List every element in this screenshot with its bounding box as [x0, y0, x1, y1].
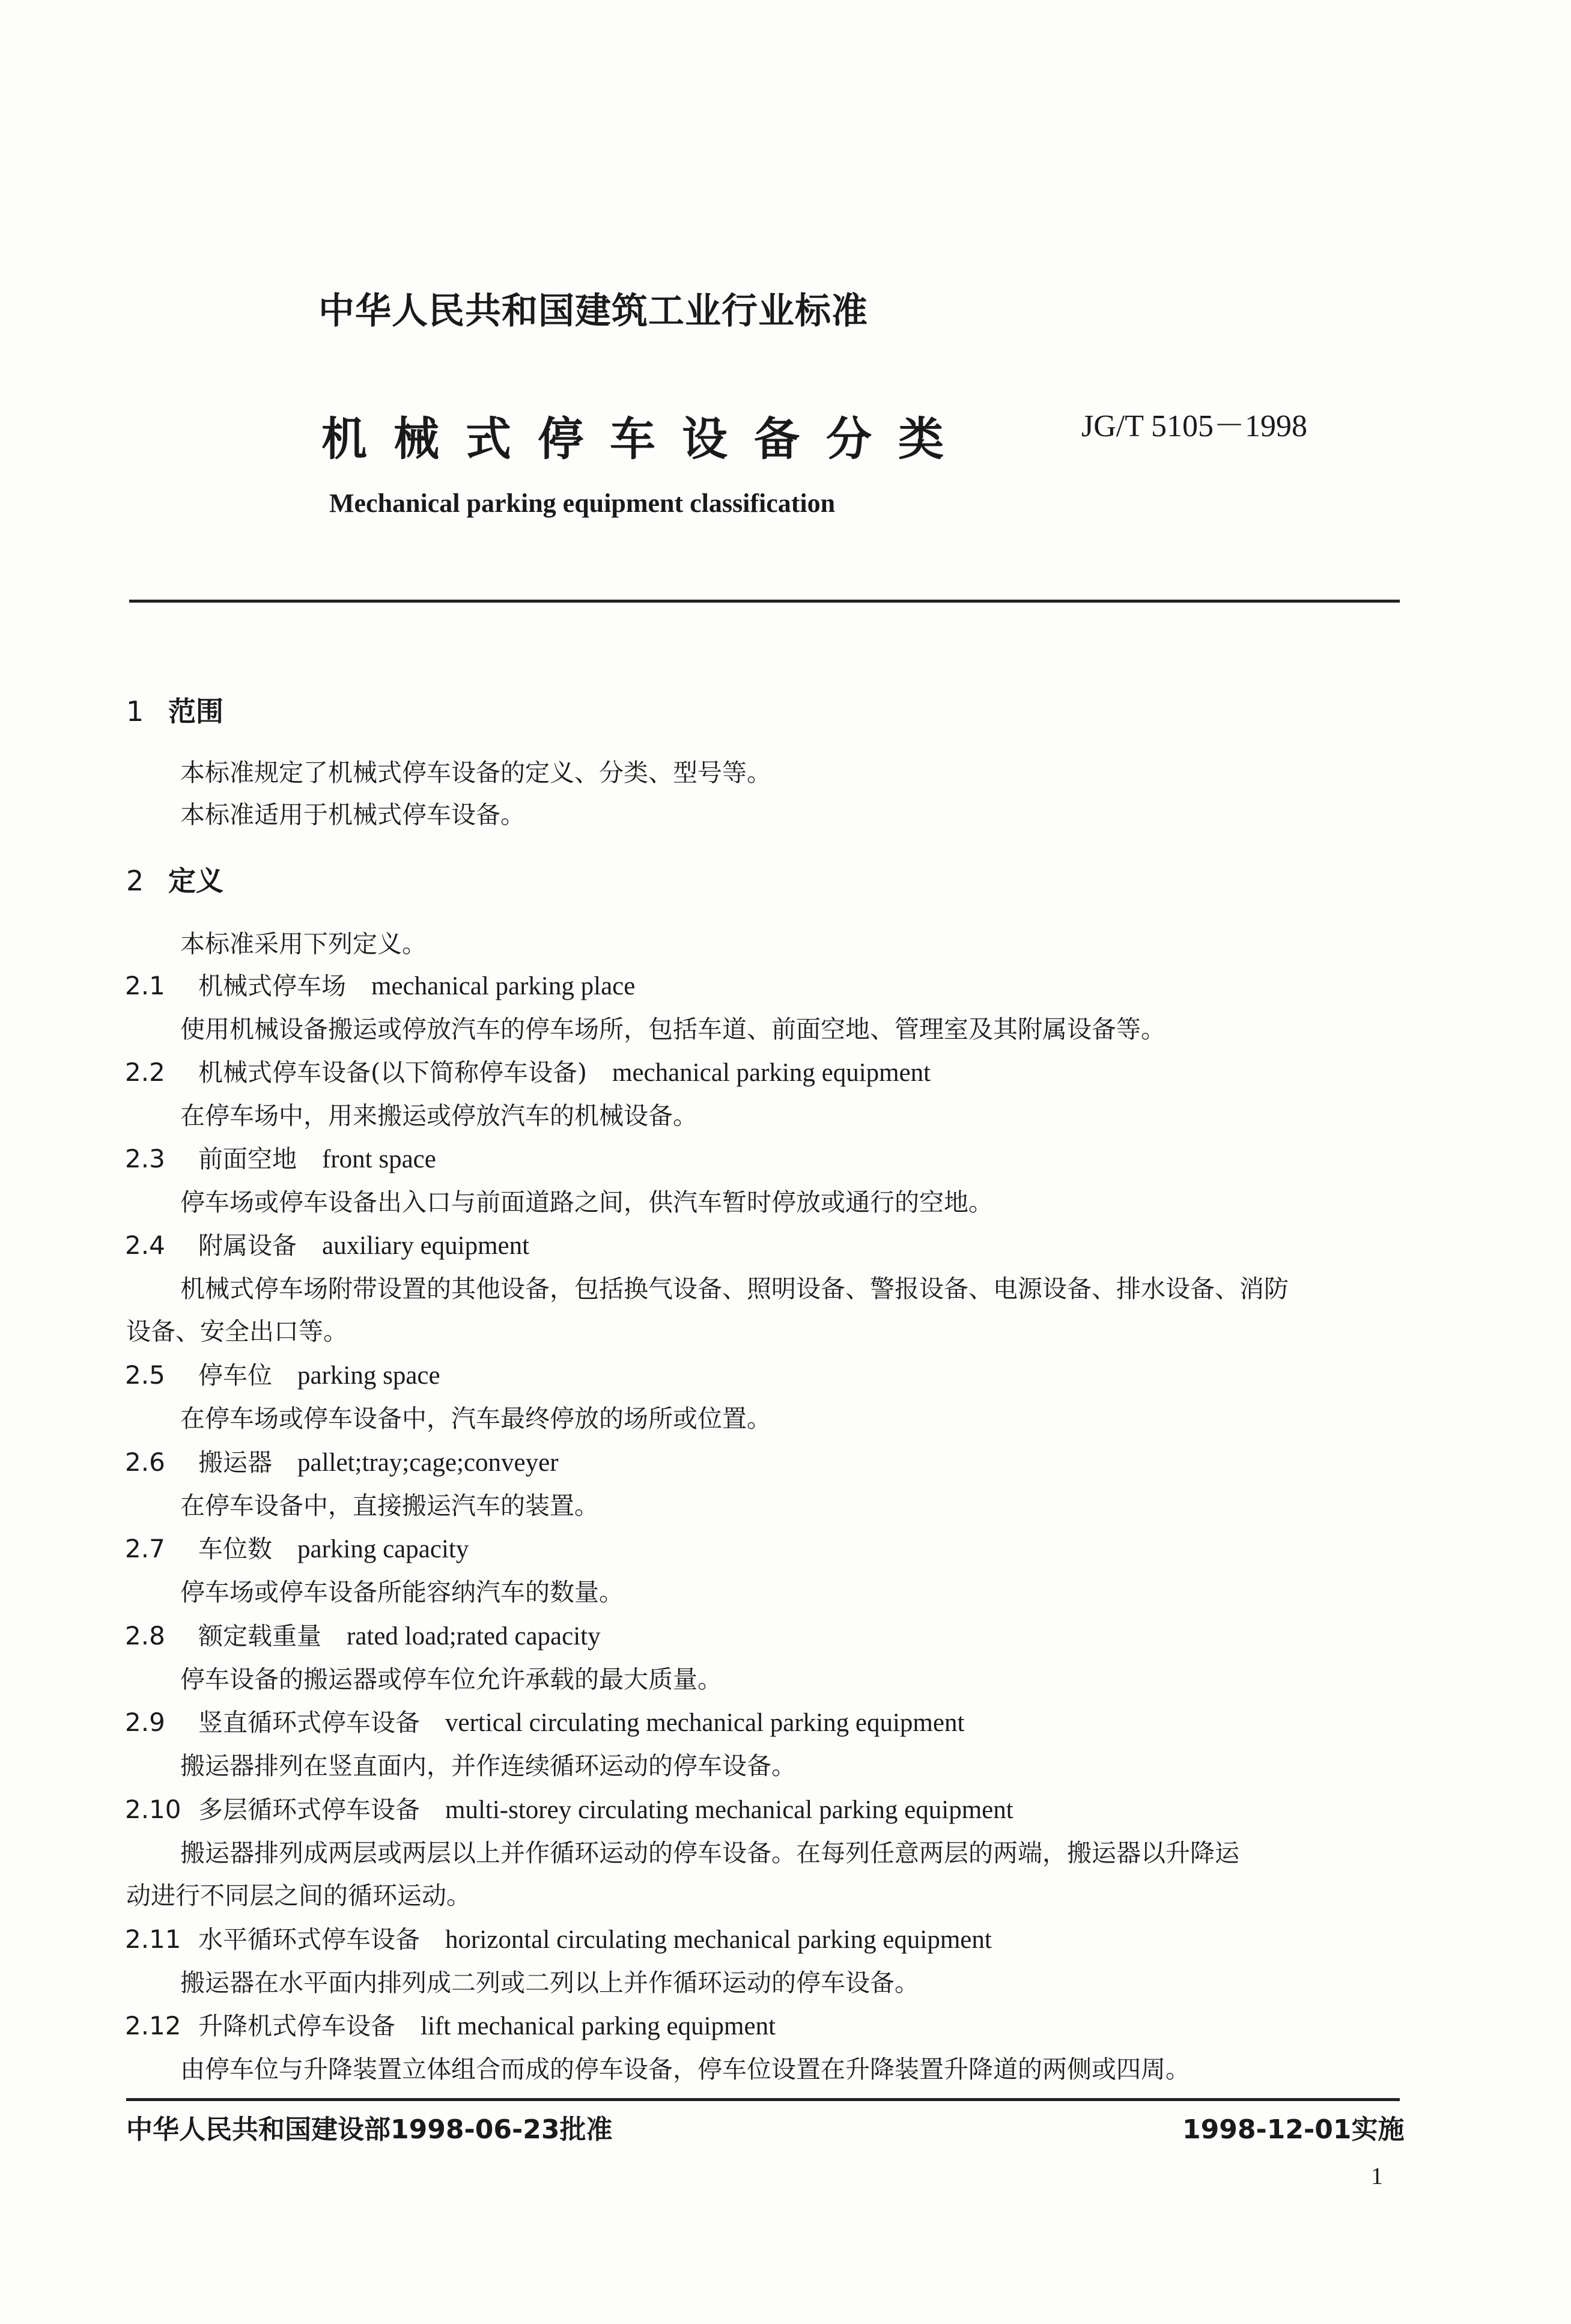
term-zh: 水平循环式停车设备 — [198, 1925, 420, 1954]
term-zh: 附属设备 — [198, 1231, 297, 1260]
term-zh: 升降机式停车设备 — [198, 2012, 395, 2040]
definition-text: 在停车场中，用来搬运或停放汽车的机械设备。 — [180, 1101, 697, 1130]
definition-text: 搬运器排列成两层或两层以上并作循环运动的停车设备。在每列任意两层的两端，搬运器以升降运 — [180, 1839, 1239, 1867]
term-zh: 机械式停车设备(以下简称停车设备) — [198, 1058, 587, 1087]
standard-code: JG/T 5105－1998 — [1081, 409, 1308, 443]
term-zh: 搬运器 — [198, 1448, 272, 1477]
term-zh: 机械式停车场 — [198, 972, 346, 1000]
definition-text: 使用机械设备搬运或停放汽车的停车场所，包括车道、前面空地、管理室及其附属设备等。 — [180, 1015, 1165, 1044]
definition-text: 在停车设备中，直接搬运汽车的装置。 — [180, 1491, 599, 1520]
clause-number: 2.12 — [125, 2011, 181, 2040]
paragraph: 本标准规定了机械式停车设备的定义、分类、型号等。 — [180, 758, 771, 787]
definition-heading — [125, 1790, 1013, 1825]
term-en: mechanical parking place — [371, 972, 636, 1000]
clause-number: 2.9 — [125, 1708, 165, 1737]
section-title: 范围 — [168, 695, 223, 728]
term-en: mechanical parking equipment — [612, 1059, 931, 1087]
definition-heading — [125, 1920, 992, 1955]
definition-heading — [125, 1053, 931, 1088]
definition-heading — [125, 966, 635, 1002]
definition-heading — [125, 1616, 601, 1652]
term-en: lift mechanical parking equipment — [421, 2012, 776, 2040]
definition-text: 机械式停车场附带设置的其他设备，包括换气设备、照明设备、警报设备、电源设备、排水设备、消防 — [180, 1274, 1289, 1303]
clause-number: 2.4 — [125, 1230, 165, 1260]
clause-number: 2.5 — [125, 1360, 165, 1390]
term-en: vertical circulating mechanical parking equipment — [445, 1709, 965, 1737]
term-en: multi-storey circulating mechanical parking equipment — [445, 1796, 1013, 1824]
definition-heading — [125, 1139, 436, 1175]
page-number: 1 — [1371, 2162, 1383, 2189]
document-title: 机械式停车设备分类 — [321, 412, 970, 466]
section-title: 定义 — [168, 865, 223, 897]
definition-heading — [125, 1443, 559, 1478]
definition-heading — [125, 1529, 469, 1565]
clause-number: 2.8 — [125, 1621, 165, 1650]
paragraph: 本标准适用于机械式停车设备。 — [180, 800, 525, 829]
english-title: Mechanical parking equipment classification — [329, 488, 836, 518]
bottom-rule — [126, 2098, 1400, 2101]
definition-heading — [125, 2006, 776, 2042]
section-number: 1 — [126, 695, 144, 728]
top-rule — [129, 600, 1400, 603]
term-zh: 车位数 — [198, 1535, 272, 1563]
approval-line: 中华人民共和国建设部1998-06-23批准 — [126, 2114, 613, 2145]
term-zh: 额定载重量 — [198, 1622, 321, 1650]
clause-number: 2.6 — [125, 1447, 165, 1477]
definition-text: 搬运器在水平面内排列成二列或二列以上并作循环运动的停车设备。 — [180, 1968, 919, 1997]
section-2-heading — [126, 859, 223, 899]
term-en: horizontal circulating mechanical parking equipment — [445, 1926, 992, 1954]
term-en: auxiliary equipment — [322, 1232, 530, 1260]
section-1-heading — [126, 690, 223, 729]
definition-heading — [125, 1703, 964, 1738]
definition-text: 搬运器排列在竖直面内，并作连续循环运动的停车设备。 — [180, 1751, 796, 1780]
clause-number: 2.1 — [125, 971, 165, 1000]
definition-text: 在停车场或停车设备中，汽车最终停放的场所或位置。 — [180, 1404, 771, 1433]
issuing-org: 中华人民共和国建筑工业行业标准 — [318, 290, 868, 332]
definition-text: 停车场或停车设备所能容纳汽车的数量。 — [180, 1578, 624, 1607]
implementation-date: 1998-12-01实施 — [1182, 2114, 1405, 2145]
term-zh: 竖直循环式停车设备 — [198, 1708, 420, 1737]
term-en: parking space — [297, 1361, 440, 1390]
term-en: pallet;tray;cage;conveyer — [297, 1449, 559, 1477]
definition-heading — [125, 1226, 529, 1261]
term-en: parking capacity — [297, 1535, 469, 1563]
term-en: rated load;rated capacity — [347, 1622, 601, 1650]
clause-number: 2.2 — [125, 1057, 165, 1087]
term-zh: 停车位 — [198, 1361, 272, 1390]
definition-text-continued: 设备、安全出口等。 — [126, 1317, 348, 1346]
clause-number: 2.3 — [125, 1144, 165, 1173]
definition-heading — [125, 1355, 440, 1391]
clause-number: 2.11 — [125, 1924, 181, 1954]
clause-number: 2.7 — [125, 1534, 165, 1563]
definition-text: 停车设备的搬运器或停车位允许承载的最大质量。 — [180, 1665, 722, 1694]
definition-text: 由停车位与升降装置立体组合而成的停车设备，停车位设置在升降装置升降道的两侧或四周。 — [180, 2055, 1190, 2084]
term-zh: 多层循环式停车设备 — [198, 1795, 420, 1824]
definition-text: 停车场或停车设备出入口与前面道路之间，供汽车暂时停放或通行的空地。 — [180, 1188, 993, 1217]
term-en: front space — [322, 1145, 436, 1173]
term-zh: 前面空地 — [198, 1145, 297, 1173]
section-number: 2 — [126, 865, 144, 897]
clause-number: 2.10 — [125, 1795, 181, 1824]
paragraph: 本标准采用下列定义。 — [180, 929, 427, 958]
definition-text-continued: 动进行不同层之间的循环运动。 — [126, 1881, 471, 1910]
